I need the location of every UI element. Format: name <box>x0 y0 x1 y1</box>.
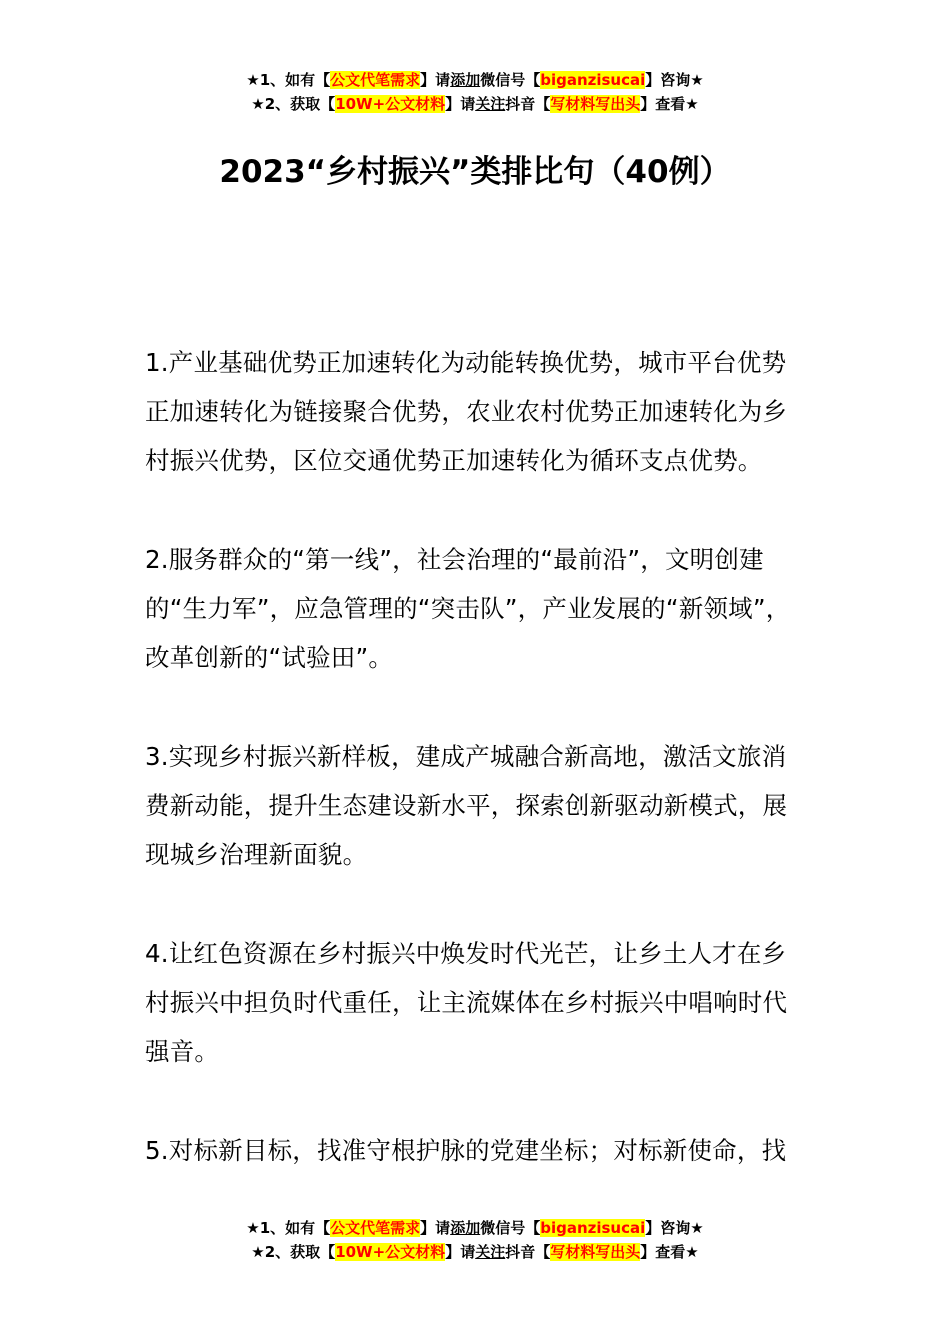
underlined-word: 关注 <box>475 95 506 113</box>
banner-text: 抖音【 <box>505 1243 551 1261</box>
banner-text: 微信号【 <box>480 71 541 89</box>
banner-text: 】查看★ <box>640 1243 699 1261</box>
paragraph-4: 4.让红色资源在乡村振兴中焕发时代光芒，让乡土人才在乡村振兴中担负时代重任，让主流媒体在乡村振兴中唱响时代强音。 <box>145 939 788 1066</box>
highlight-materials: 10W+公文材料 <box>335 1243 446 1261</box>
highlight-service: 公文代笔需求 <box>330 71 421 89</box>
banner-text: 】请 <box>420 1219 451 1237</box>
underlined-word: 关注 <box>475 1243 506 1261</box>
banner-text: ★2、获取【 <box>251 95 336 113</box>
underlined-word: 添加 <box>450 1219 481 1237</box>
paragraph-2: 2.服务群众的“第一线”，社会治理的“最前沿”，文明创建的“生力军”，应急管理的“突击队”，产业发展的“新领域”，改革创新的“试验田”。 <box>145 545 791 672</box>
banner-text: ★2、获取【 <box>251 1243 336 1261</box>
banner-line-1 <box>0 68 950 92</box>
document-title: 2023“乡村振兴”类排比句（40例） <box>219 154 731 190</box>
header-banner <box>0 68 950 116</box>
highlight-wechat-id: biganzisucai <box>540 71 646 89</box>
banner-text: 】请 <box>420 71 451 89</box>
paragraph-3: 3.实现乡村振兴新样板，建成产城融合新高地，激活文旅消费新动能，提升生态建设新水平，探索创新驱动新模式，展现城乡治理新面貌。 <box>145 742 788 869</box>
banner-text: 】咨询★ <box>645 1219 704 1237</box>
underlined-word: 添加 <box>450 71 481 89</box>
banner-text: 】咨询★ <box>645 71 704 89</box>
banner-text: 】请 <box>445 1243 476 1261</box>
highlight-wechat-id: biganzisucai <box>540 1219 646 1237</box>
paragraph-1: 1.产业基础优势正加速转化为动能转换优势，城市平台优势正加速转化为链接聚合优势，农业农村优势正加速转化为乡村振兴优势，区位交通优势正加速转化为循环支点优势。 <box>145 348 788 475</box>
highlight-douyin-account: 写材料写出头 <box>550 95 641 113</box>
banner-text: 微信号【 <box>480 1219 541 1237</box>
paragraph-5: 5.对标新目标，找准守根护脉的党建坐标；对标新使命，找 <box>145 1136 787 1165</box>
highlight-materials: 10W+公文材料 <box>335 95 446 113</box>
banner-text: 】请 <box>445 95 476 113</box>
banner-text: 抖音【 <box>505 95 551 113</box>
banner-line-2 <box>0 1240 950 1264</box>
banner-text: ★1、如有【 <box>246 1219 331 1237</box>
footer-banner <box>0 1216 950 1264</box>
banner-text: 】查看★ <box>640 95 699 113</box>
banner-line-1 <box>0 1216 950 1240</box>
highlight-service: 公文代笔需求 <box>330 1219 421 1237</box>
highlight-douyin-account: 写材料写出头 <box>550 1243 641 1261</box>
document-body <box>145 338 807 1186</box>
banner-text: ★1、如有【 <box>246 71 331 89</box>
banner-line-2 <box>0 92 950 116</box>
